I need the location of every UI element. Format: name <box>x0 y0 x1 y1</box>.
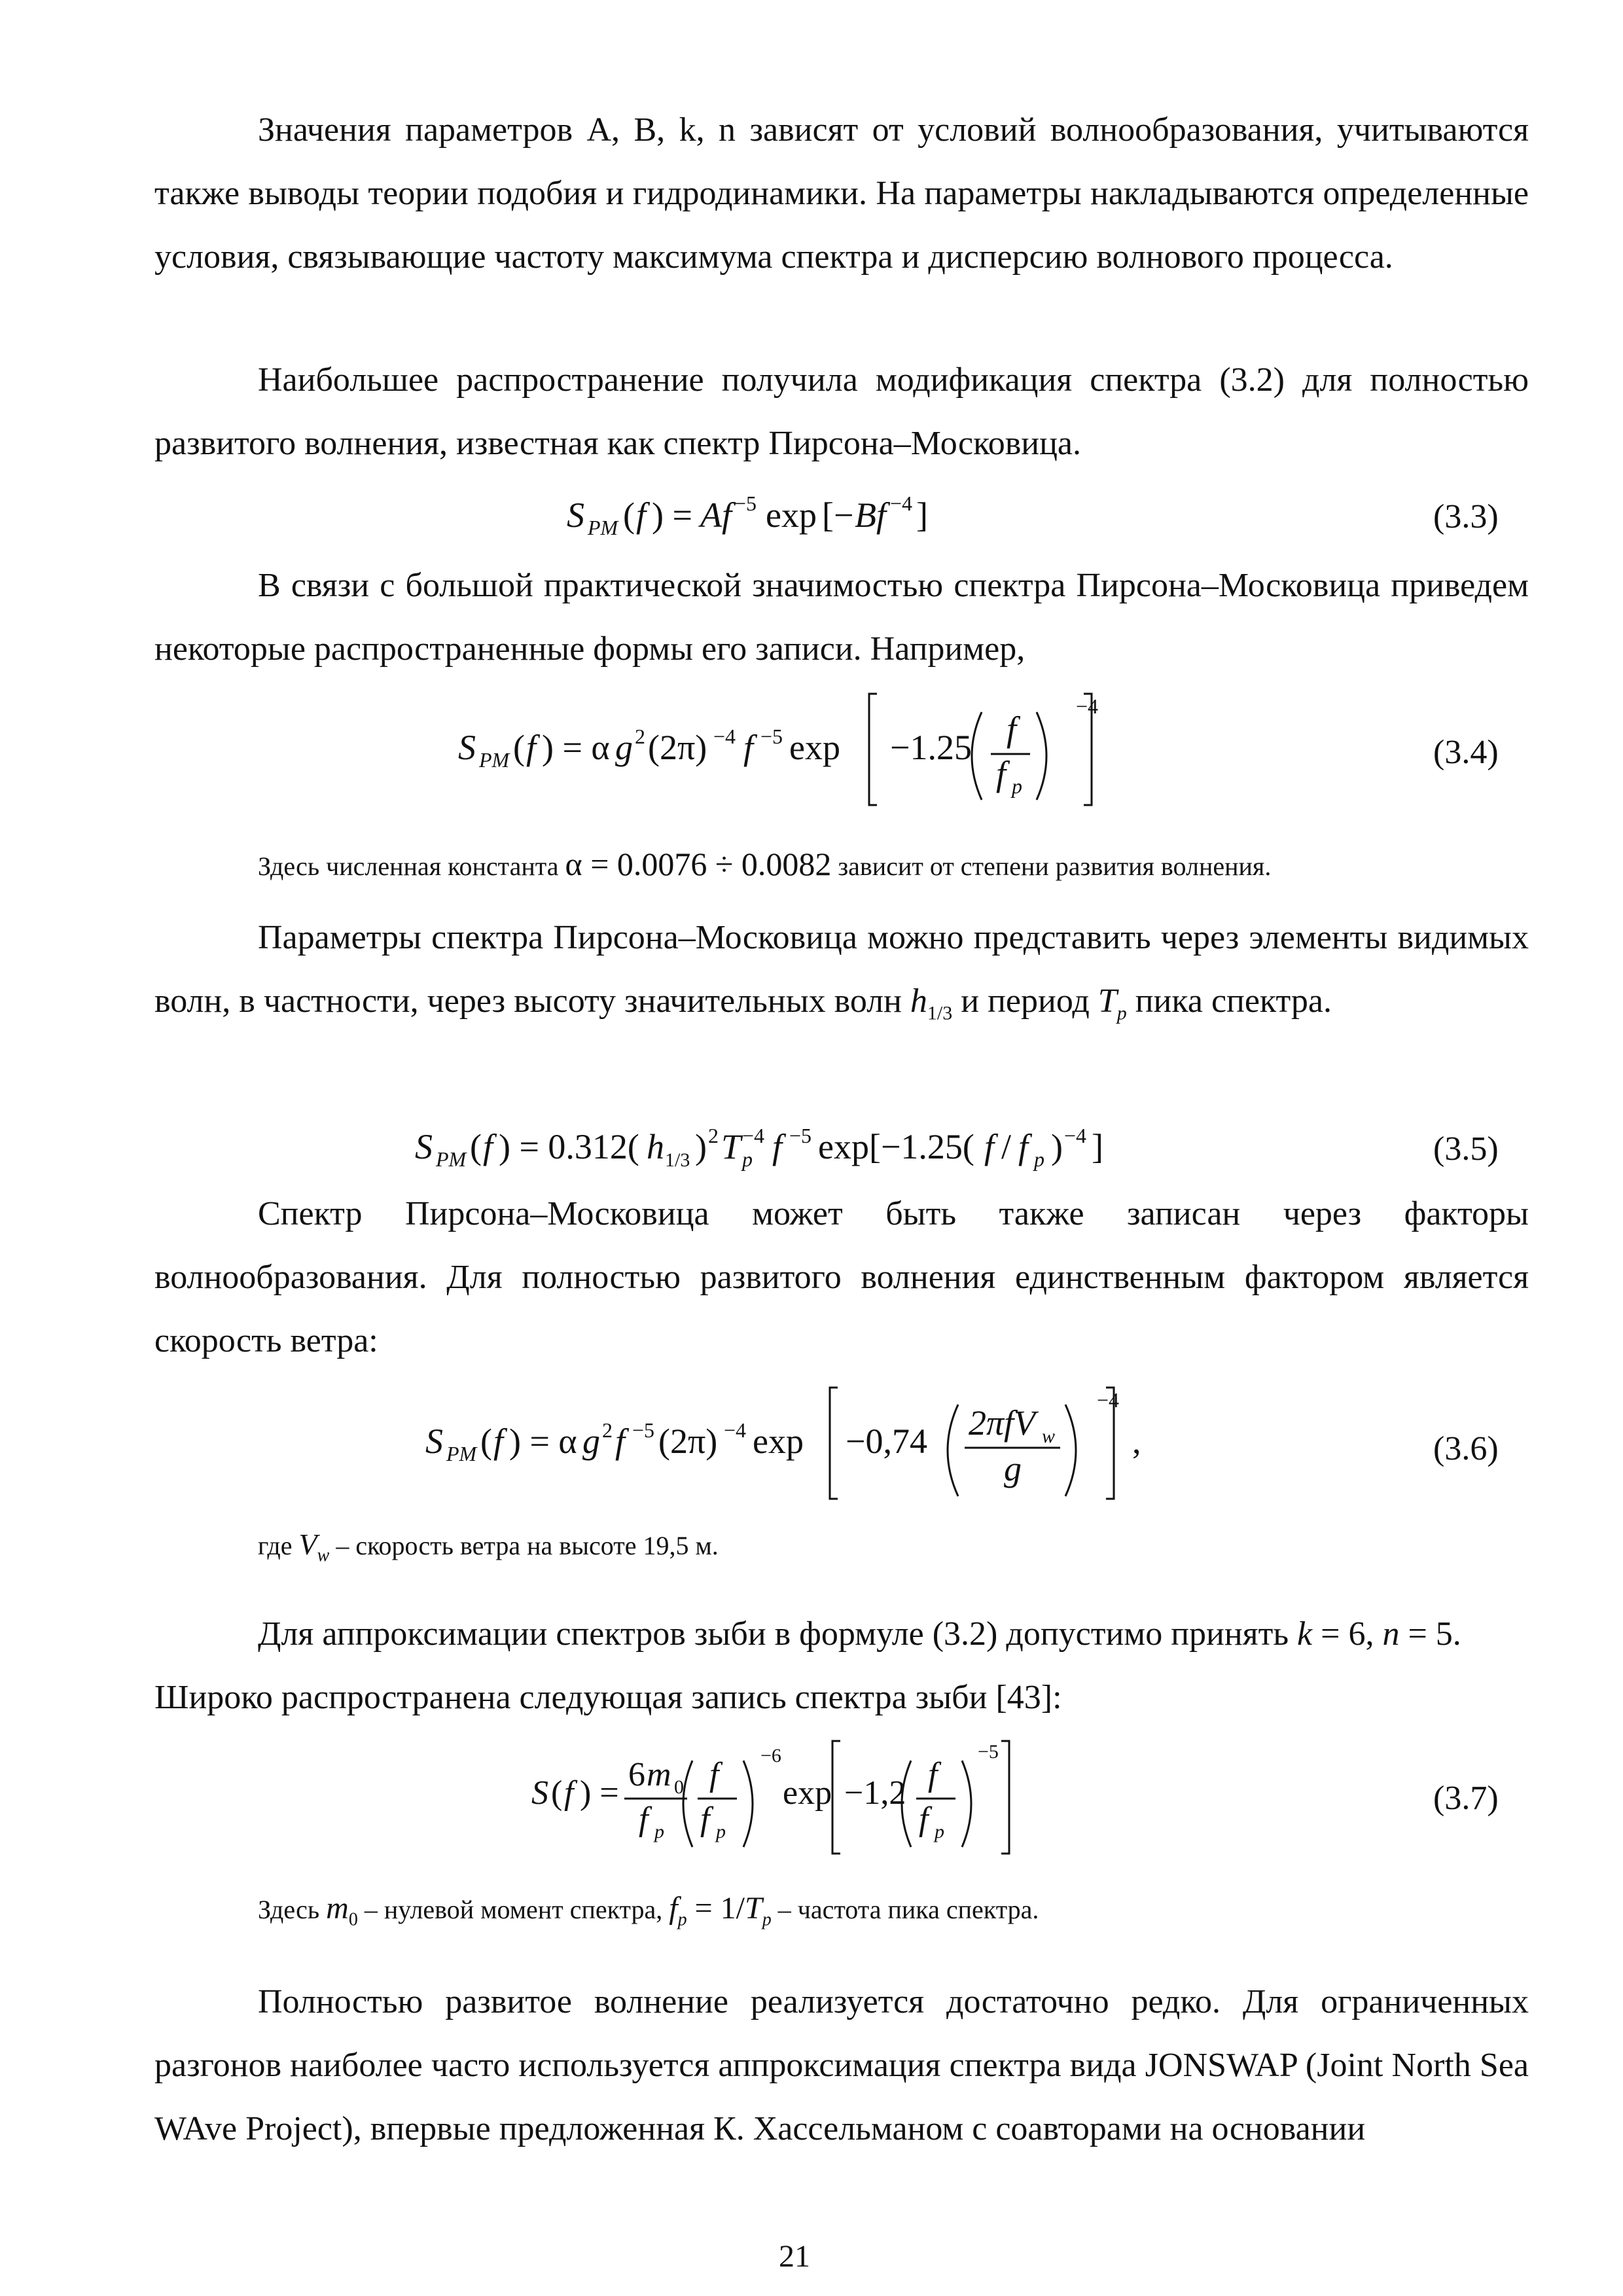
svg-text:exp[−1.25(: exp[−1.25( <box>818 1127 974 1166</box>
equation-3-5-formula <box>0 1100 1623 1191</box>
paragraph-text: Значения параметров A, B, k, n зависят от условий волнообразования, учитываются также выводы теории подобия и гидродинамики. На параметры накладываются определенные условия, связывающие частоту максимума спектра и дисперсию волнового процесса. <box>154 111 1529 276</box>
svg-text:−1,2: −1,2 <box>844 1774 906 1812</box>
svg-text:−0,74: −0,74 <box>846 1422 927 1461</box>
paragraph-wave-factors <box>154 1182 1529 1372</box>
svg-text:PM: PM <box>479 748 510 772</box>
svg-text:−4: −4 <box>724 1418 747 1442</box>
svg-text:exp: exp <box>789 728 840 767</box>
svg-text:Bf: Bf <box>855 495 886 535</box>
svg-text:f: f <box>984 1127 995 1166</box>
svg-text:(2π): (2π) <box>658 1422 718 1461</box>
svg-text:1/3: 1/3 <box>665 1149 690 1171</box>
paragraph-practical-significance <box>154 554 1529 681</box>
svg-text:[: [ <box>822 495 834 535</box>
svg-text:]: ] <box>916 495 928 535</box>
note-zero-moment <box>258 1889 1039 1940</box>
svg-text:−1.25: −1.25 <box>890 728 972 767</box>
svg-text:f: f <box>709 1756 719 1793</box>
paragraph-text: Наибольшее распространение получила модификация спектра (3.2) для полностью развитого волнения, известная как спектр Пирсона–Московица. <box>154 361 1529 462</box>
page-number: 21 <box>779 2239 810 2274</box>
svg-text:f: f <box>919 1801 929 1838</box>
svg-text:−6: −6 <box>760 1745 781 1767</box>
note-wind-speed <box>258 1525 719 1575</box>
svg-text:exp: exp <box>783 1774 832 1812</box>
note-text: – нулевой момент спектра, <box>364 1895 663 1924</box>
svg-text:S: S <box>531 1774 548 1812</box>
svg-text:f: f <box>615 1422 626 1461</box>
svg-text:): ) <box>1051 1127 1063 1166</box>
fp-formula: $f_p = 1/T_p$ <box>669 1891 772 1930</box>
note-text: – скорость ветра на высоте 19,5 м. <box>336 1531 719 1560</box>
svg-text:f: f <box>493 1422 504 1461</box>
svg-text:T: T <box>721 1127 741 1166</box>
paragraph-text: Широко распространена следующая запись спектра зыби [43]: <box>154 1679 1062 1716</box>
m0-symbol: $m_0$ <box>326 1891 358 1930</box>
svg-text:S: S <box>425 1422 443 1461</box>
paragraph-text: пика <box>1135 982 1203 1020</box>
equation-3-7 <box>0 1732 1623 1863</box>
h13-symbol: $h_{1/3}$ <box>910 982 953 1024</box>
svg-text:m: m <box>647 1756 671 1793</box>
paragraph-jonswap <box>154 1970 1529 2161</box>
equation-3-6 <box>0 1373 1623 1504</box>
svg-text:2: 2 <box>602 1418 613 1442</box>
equation-number: (3.5) <box>1433 1130 1499 1168</box>
svg-text:Af: Af <box>700 495 732 535</box>
paragraph-text: спектра. <box>1211 982 1332 1020</box>
note-alpha-constant <box>258 844 1271 886</box>
svg-text:p: p <box>935 1821 944 1842</box>
svg-text:2: 2 <box>708 1124 719 1147</box>
svg-text:(2π): (2π) <box>648 728 707 767</box>
svg-text:p: p <box>716 1821 726 1842</box>
equation-3-4 <box>0 681 1623 812</box>
paragraph-parameters <box>154 98 1529 289</box>
svg-text:f: f <box>483 1127 493 1166</box>
svg-text:−4: −4 <box>1097 1388 1120 1412</box>
svg-text:f: f <box>564 1774 574 1812</box>
note-text: – частота пика спектра. <box>777 1895 1039 1924</box>
svg-text:−4: −4 <box>742 1124 765 1147</box>
svg-text:(: ( <box>551 1774 563 1812</box>
svg-text:]: ] <box>1092 1127 1103 1166</box>
svg-text:f: f <box>996 754 1007 793</box>
svg-text:h: h <box>647 1127 664 1166</box>
svg-text:f: f <box>928 1756 938 1793</box>
equation-3-4-formula <box>0 681 1623 812</box>
svg-text:−5: −5 <box>632 1418 655 1442</box>
svg-text:−5: −5 <box>734 492 757 515</box>
svg-text:−4: −4 <box>1064 1124 1087 1147</box>
svg-text:p: p <box>1034 1147 1044 1171</box>
svg-text:−4: −4 <box>1076 694 1099 718</box>
note-text: зависит от степени развития волнения. <box>838 852 1272 881</box>
svg-text:) =: ) = <box>580 1774 619 1812</box>
svg-text:exp: exp <box>766 495 817 535</box>
svg-text:2: 2 <box>635 725 645 748</box>
svg-text:S: S <box>415 1127 433 1166</box>
svg-text:) = α: ) = α <box>542 728 610 767</box>
svg-text:) = 0.312(: ) = 0.312( <box>499 1127 639 1166</box>
svg-text:g: g <box>582 1422 600 1461</box>
tp-symbol: $T_p$ <box>1097 982 1127 1024</box>
paragraph-text: Спектр Пирсона–Московица может быть также записан через факторы волнообразования. Для полностью развитого волнения единственным фактором является скорость ветра: <box>154 1195 1529 1359</box>
svg-text:−5: −5 <box>978 1741 999 1763</box>
svg-text:0: 0 <box>674 1776 684 1798</box>
equation-number: (3.3) <box>1433 498 1499 535</box>
svg-text:6: 6 <box>628 1756 645 1793</box>
equation-3-3-formula <box>0 471 1623 563</box>
paragraph-swell-formula-intro <box>154 1666 1529 1729</box>
paragraph-swell-approximation: Для аппроксимации спектров зыби в формуле (3.2) допустимо принять k = 6, n = 5. <box>258 1615 1461 1653</box>
svg-text:(: ( <box>480 1422 492 1461</box>
svg-text:f: f <box>636 495 647 535</box>
svg-text:−5: −5 <box>789 1124 812 1147</box>
paragraph-pm-modification <box>154 348 1529 475</box>
svg-text:−5: −5 <box>760 725 783 748</box>
svg-text:,: , <box>1132 1422 1141 1461</box>
paragraph-text: Для аппроксимации спектров зыби в формуле (3.2) допустимо принять <box>258 1615 1289 1653</box>
paragraph-visible-waves <box>154 906 1529 1045</box>
paragraph-text: и период <box>961 982 1090 1020</box>
equation-number: (3.6) <box>1433 1430 1499 1467</box>
svg-text:/: / <box>1001 1127 1012 1166</box>
paragraph-text: Параметры спектра Пирсона–Московица можно представить через элементы видимых волн, в частности, через высоту значительных волн <box>154 919 1529 1020</box>
svg-text:f: f <box>1018 1127 1029 1166</box>
svg-text:−: − <box>834 495 854 535</box>
svg-text:p: p <box>654 1821 664 1842</box>
svg-text:−4: −4 <box>890 492 913 515</box>
svg-text:f: f <box>700 1801 710 1838</box>
svg-text:g: g <box>1004 1449 1022 1488</box>
alpha-range: α = 0.0076 ÷ 0.0082 <box>565 846 832 882</box>
k-n-values: k <box>1297 1615 1313 1653</box>
paragraph-text: В связи с большой практической значимостью спектра Пирсона–Московица приведем некоторые распространенные формы его записи. Например, <box>154 567 1529 668</box>
svg-text:PM: PM <box>446 1442 477 1465</box>
svg-text:f: f <box>743 728 754 767</box>
svg-text:2πfV: 2πfV <box>969 1403 1036 1443</box>
svg-text:f: f <box>1007 709 1017 749</box>
svg-text:f: f <box>772 1127 783 1166</box>
svg-text:w: w <box>1042 1426 1056 1447</box>
svg-text:): ) <box>695 1127 707 1166</box>
svg-text:−4: −4 <box>713 725 736 748</box>
note-text: где <box>258 1531 293 1560</box>
svg-text:(: ( <box>623 495 635 535</box>
equation-3-6-formula <box>0 1373 1623 1504</box>
note-text: Здесь численная константа <box>258 852 559 881</box>
svg-text:) = α: ) = α <box>509 1422 577 1461</box>
svg-text:S: S <box>567 495 584 535</box>
svg-text:f: f <box>639 1801 649 1838</box>
paragraph-text: Полностью развитое волнение реализуется достаточно редко. Для ограниченных разгонов наиболее часто используется аппроксимация спектра вида JONSWAP (Joint North Sea WAve Project), впервые предложенная К. Хассельманом с соавторами на основании <box>154 1983 1529 2147</box>
svg-text:g: g <box>615 728 633 767</box>
svg-text:PM: PM <box>436 1147 467 1171</box>
vw-symbol: $V_w$ <box>298 1528 330 1566</box>
svg-text:p: p <box>742 1147 753 1171</box>
note-text: Здесь <box>258 1895 320 1924</box>
svg-text:(: ( <box>513 728 525 767</box>
svg-text:p: p <box>1012 774 1022 798</box>
svg-text:S: S <box>458 728 476 767</box>
equation-3-7-formula <box>0 1732 1623 1863</box>
svg-text:exp: exp <box>753 1422 804 1461</box>
svg-text:PM: PM <box>588 516 618 539</box>
equation-number: (3.4) <box>1433 734 1499 771</box>
equation-number: (3.7) <box>1433 1780 1499 1817</box>
svg-text:) =: ) = <box>652 495 692 535</box>
svg-text:(: ( <box>470 1127 482 1166</box>
svg-text:f: f <box>526 728 537 767</box>
